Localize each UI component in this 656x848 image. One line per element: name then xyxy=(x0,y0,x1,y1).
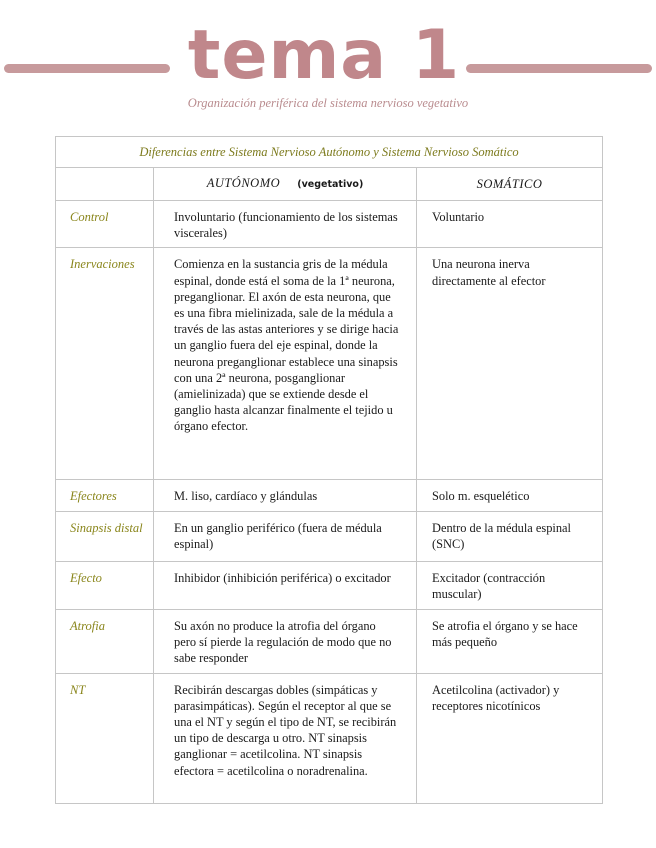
cell-autonomo: Inhibidor (inhibición periférica) o excitador xyxy=(154,561,417,609)
cell-autonomo: Involuntario (funcionamiento de los sistemas viscerales) xyxy=(154,201,417,248)
table-caption: Diferencias entre Sistema Nervioso Autónomo y Sistema Nervioso Somático xyxy=(56,137,603,168)
cell-autonomo: Su axón no produce la atrofia del órgano pero sí pierde la regulación de modo que no sabe responder xyxy=(154,609,417,673)
cell-somatico: Excitador (contracción muscular) xyxy=(417,561,603,609)
row-label-atrofia: Atrofia xyxy=(56,609,154,673)
table-row xyxy=(56,511,603,561)
cell-somatico: Solo m. esquelético xyxy=(417,480,603,511)
cell-somatico: Voluntario xyxy=(417,201,603,248)
cell-somatico: Dentro de la médula espinal (SNC) xyxy=(417,511,603,561)
header-autonomo-note: (vegetativo) xyxy=(297,178,364,190)
table-caption-row xyxy=(56,137,603,168)
cell-somatico: Acetilcolina (activador) y receptores nicotínicos xyxy=(417,673,603,803)
header-autonomo xyxy=(154,168,417,201)
cell-autonomo: Recibirán descargas dobles (simpáticas y parasimpáticas). Según el receptor al que se una el NT y según el tipo de NT, se recibirán un tipo de descarga u otro. NT sinapsis ganglionar = acetilcolina. NT sinapsis efectora = acetilcolina o noradrenalina. xyxy=(154,673,417,803)
table-header-row xyxy=(56,168,603,201)
decorative-rule-right xyxy=(466,64,652,73)
cell-somatico: Se atrofia el órgano y se hace más pequeño xyxy=(417,609,603,673)
table-row xyxy=(56,248,603,480)
row-label-efectores: Efectores xyxy=(56,480,154,511)
decorative-rule-left xyxy=(4,64,170,73)
page-subtitle: Organización periférica del sistema nervioso vegetativo xyxy=(187,96,469,110)
header-somatico xyxy=(417,168,603,201)
page-header xyxy=(0,0,656,120)
header-autonomo-label: AUTÓNOMO xyxy=(206,175,281,190)
table-row xyxy=(56,201,603,248)
cell-somatico: Una neurona inerva directamente al efector xyxy=(417,248,603,480)
row-label-control: Control xyxy=(56,201,154,248)
table-row xyxy=(56,561,603,609)
page-title: tema 1 xyxy=(187,16,461,95)
row-label-inervaciones: Inervaciones xyxy=(56,248,154,480)
header-label-column xyxy=(56,168,154,201)
header-somatico-label: SOMÁTICO xyxy=(476,176,543,191)
comparison-table xyxy=(55,136,603,804)
row-label-sinapsis-distal: Sinapsis distal xyxy=(56,511,154,561)
table-row xyxy=(56,480,603,511)
row-label-nt: NT xyxy=(56,673,154,803)
table-row xyxy=(56,609,603,673)
cell-autonomo: Comienza en la sustancia gris de la médula espinal, donde está el soma de la 1ª neurona, preganglionar. El axón de esta neurona, que es una fibra mielinizada, sale de la médula a través de las astas anteriores y se dirige hacia un ganglio fuera del eje espinal, donde la neurona preganglionar establece una sinapsis con una 2ª neurona, posganglionar (amielinizada) que se extiende desde el ganglio hasta alcanzar finalmente el tejido u órgano efector. xyxy=(154,248,417,480)
table-row xyxy=(56,673,603,803)
cell-autonomo: En un ganglio periférico (fuera de médula espinal) xyxy=(154,511,417,561)
cell-autonomo: M. liso, cardíaco y glándulas xyxy=(154,480,417,511)
row-label-efecto: Efecto xyxy=(56,561,154,609)
